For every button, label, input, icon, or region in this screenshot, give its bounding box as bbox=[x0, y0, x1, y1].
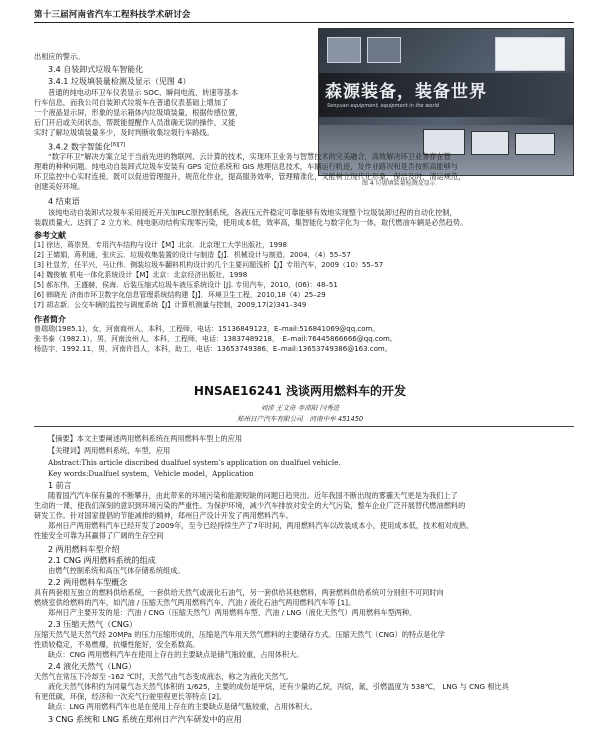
section-2-2-line-2: 燃烧室供给燃料的汽车，如汽油 / 压缩天然气两用燃料汽车、汽油 / 液化石油气两用燃料汽车等 [1]。 bbox=[34, 598, 356, 607]
running-header: 第十三届河南省汽车工程科技学术研讨会 bbox=[34, 10, 191, 20]
section-2-2-line-1: 具有两套相互独立的燃料供给系统，一套供给天然气或液化石油气，另一套供给其他燃料，两套燃料供给系统可分别但不可同时向 bbox=[34, 588, 444, 597]
references-title: 参考文献 bbox=[34, 231, 66, 240]
figure-display-panel bbox=[495, 37, 565, 71]
reference-6: [6] 韩晓光 济南市环卫数字化信息管理系统结构建【J】．环境卫生工程，2010,18（4）25–29 bbox=[34, 291, 326, 299]
abstract-cn: 【摘要】本文主要阐述两用燃料系统在两用燃料车型上的应用 bbox=[48, 434, 243, 443]
reference-7: [7] 胡志新．公交车辆的监控与调度系统【J】计算机测量与控制，2009,17(2)341–349 bbox=[34, 301, 307, 309]
section-3-4-1-line-5: 实时了解垃圾填装量多少，及时判断收集垃圾行车路线。 bbox=[34, 128, 214, 137]
section-1-line-1: 随着国汽汽车保有量的不断攀升，由此带来的环境污染和能源短缺的问题日趋突出。近年我国不断出现的雾霾天气更是为我们上了 bbox=[48, 491, 458, 500]
section-2-4-line-1: 天然气在常压下冷却至 -162 ℃时，天然气由气态变成液态，称之为液化天然气。 bbox=[34, 672, 293, 681]
section-4-line-2: 装载质量大、达到了 2 立方米。纯电驱动结构实现零污染，使用成本低，效率高，集智能化与数字化为一体，取代燃油车辆是必然趋势。 bbox=[34, 218, 468, 227]
section-3-4-2-title bbox=[48, 140, 125, 153]
section-2-1-line-1: 由燃气控制系统和高压气体存储系统组成。 bbox=[48, 566, 185, 575]
section-3-title: 3 CNG 系统和 LNG 系统在郑州日产汽车研发中的应用 bbox=[48, 715, 242, 724]
section-2-1-title: 2.1 CNG 两用燃料系统的组成 bbox=[48, 556, 156, 565]
section-2-3-line-2: 性质较稳定，不易燃爆，抗爆性能好，安全系数高。 bbox=[34, 640, 200, 649]
section-3-4-1-title: 3.4.1 垃圾填装量检测及显示（见图 4） bbox=[48, 77, 191, 86]
section-3-4-2-line-4: 创建美好环境。 bbox=[34, 182, 85, 191]
paper-title: HNSAE16241 浅谈两用燃料车的开发 bbox=[193, 384, 407, 398]
abstract-en: Abstract:This article discribed dualfuel system’s application on dualfuel vehicle. bbox=[48, 458, 341, 467]
reference-5: [5] 郝东伟，王盛赫，侯海．后装压缩式垃圾车液压系统设计 [J]. 专用汽车，2010，(06)：48–51 bbox=[34, 281, 338, 289]
figure-slogan: 森源装备，装备世界 bbox=[325, 82, 487, 102]
keywords-cn: 【关键词】两用燃料系统，车型，应用 bbox=[48, 446, 171, 455]
section-1-line-3: 研发工作。针对国家提倡的节能减排的精神，郑州日产设计开发了两用燃料汽车。 bbox=[34, 511, 293, 520]
section-2-4-line-2: 液化天然气体积约为同量气态天然气体积的 1/625，主要的成份是甲烷，还有少量的乙烷，丙烷，氮，引燃温度为 538℃， LNG 与 CNG 相比具 bbox=[48, 682, 509, 691]
author-info-title: 作者简介 bbox=[34, 315, 66, 324]
section-1-title: 1 前言 bbox=[48, 481, 72, 490]
section-3-4-2-title-text: 3.4.2 数字智能化 bbox=[48, 142, 111, 152]
section-2-3-title: 2.3 压缩天然气（CNG） bbox=[48, 620, 138, 629]
figure-thumbnail-1 bbox=[327, 37, 361, 63]
author-info-1: 曾瑞瑞(1985.1)，女，河南商州人，本科，工程师，电话：15136849123，E–mail:516841069@qq.com。 bbox=[34, 325, 380, 333]
section-2-4-line-3: 有更低碳，环保，经济和一次充气行驶里程更长等特点 [2]。 bbox=[34, 692, 227, 701]
section-2-3-line-1: 压缩天然气是天然气经 20MPa 的压力压缩形成的，压缩是汽车用天然气燃料的主要储存方式。压缩天然气（CNG）的特点是化学 bbox=[34, 630, 445, 639]
section-1-line-4: 郑州日产两用燃料汽车已经开发了2009年，至今已经持续生产了7年时间，两用燃料汽车以改装成本小，使用成本低，技术相对成熟、 bbox=[48, 521, 474, 530]
section-2-4-title: 2.4 液化天然气（LNG） bbox=[48, 662, 136, 671]
section-3-4-1-line-2: 行车信息，而我公司自装卸式垃圾车在普通仪表基础上增加了 bbox=[34, 98, 229, 107]
section-2-title: 2 两用燃料车型介绍 bbox=[48, 545, 120, 554]
title-rule bbox=[34, 426, 574, 427]
section-3-4-2-citation: [6][7] bbox=[110, 142, 126, 148]
header-rule bbox=[34, 22, 574, 23]
figure-subtitle: Senyuan equipment, equipment in the world bbox=[327, 103, 439, 109]
section-3-4-1-line-4: 后门开启或关闭状态，帮既能提醒作人员准确无误的操作，又能 bbox=[34, 118, 236, 127]
section-3-4-2-line-1: “数字环卫”解决方案立足于当前先进的物联网、云计算的技术，实现环卫业务与智慧技术的完美融合，高效解决环卫业务存在管 bbox=[48, 152, 451, 161]
section-2-2-line-3: 郑州日产主要开发的是：汽油 / CNG（压缩天然气）两用燃料车型、汽油 / LNG（液化天然气）两用燃料车型两种。 bbox=[48, 608, 417, 617]
section-3-4-2-line-2: 理难的种种问题。纯电动自装卸式垃圾车安装有 GPS 定位系统和 GIS 地理信息技术，车辆运行轨迹，及作业路况和是否按照高能够与 bbox=[34, 162, 458, 171]
section-1-line-5: 性能安全可靠为其赢得了广阔的生存空间 bbox=[34, 531, 164, 540]
section-3-4-1-line-3: 一个液晶显示屏，形象的显示箱体内垃圾填装量，根据传感位置， bbox=[34, 108, 243, 117]
section-2-2-title: 2.2 两用燃料车型概念 bbox=[48, 578, 128, 587]
section-3-4-2-line-3: 环卫监控中心实时连接。既可以促进管理提升，规范化作业，提高服务效率，管理精准化，又能树立现代化形象，保洁及时，清运规范， bbox=[34, 172, 466, 181]
paper-authors: 刘沛 王文奇 李沛阳 闫秀进 bbox=[260, 404, 340, 412]
reference-1: [1] 徐达，蒋崇贤．专用汽车结构与设计【M】北京．北京理工大学出版社，1998 bbox=[34, 241, 287, 249]
reference-4: [4] 魏俊敏 机电一体化系统设计【M】北京：北京经济出版社，1998 bbox=[34, 271, 248, 279]
author-info-2: 张书泰（1982.1），男，河南汝州人，本科，工程师，电话：13837489218， E–mail:76445866666@qq.com。 bbox=[34, 335, 397, 343]
paper-affiliation: 郑州日产汽车有限公司 河南中牟 451450 bbox=[236, 415, 364, 423]
author-info-3: 杨浩宇，1992.11，男，河南许昌人，本科，助工，电话：13653749386，E–mail:13653749386@163.com。 bbox=[34, 345, 392, 353]
section-2-4-line-4: 缺点：LNG 两用燃料汽车也是在使用上存在的主要缺点是储气瓶较重，占用体积大。 bbox=[48, 702, 317, 711]
reference-3: [3] 杜显芳，任平兴，马让伟．侧装垃圾车翻料机构设计的几个主要问题浅析【J】专用汽车，2009（10）55–57 bbox=[34, 261, 384, 269]
figure-thumbnail-2 bbox=[367, 37, 401, 63]
continuation-text: 出相应的警示。 bbox=[34, 52, 85, 61]
section-4-title: 4 结束语 bbox=[48, 197, 80, 206]
section-4-line-1: 该纯电动自装卸式垃圾车采用接近开关加PLC原控制系统，各液压元件稳定可靠能够有效地实现整个垃圾装卸过程的自动化控制， bbox=[48, 208, 457, 217]
reference-2: [2] 王婧娟，蒋利通，张庆云．垃圾收集装置的设计与制造【J】．机械设计与制造，2004，（4）55–57 bbox=[34, 251, 351, 259]
section-1-line-2: 生动的一课，使我们深刻的意识到环境污染的严重性。为保护环境，减少汽车排放对安全的大气污染，整车企业广泛开展替代燃油燃料的 bbox=[34, 501, 466, 510]
section-3-4-title: 3.4 自装卸式垃圾车智能化 bbox=[48, 65, 144, 74]
keywords-en: Key words:Dualfuel system，Vehicle model，Application bbox=[48, 469, 254, 478]
figure-4-caption: 图 4 垃圾填装量检测及显示 bbox=[362, 180, 436, 187]
section-2-3-line-3: 缺点：CNG 两用燃料汽车在使用上存在的主要缺点是储气瓶较重，占用体积大。 bbox=[48, 650, 304, 659]
section-3-4-1-line-1: 普通的纯电动环卫车仪表显示 SOC、瞬间电流、转速等基本 bbox=[48, 88, 239, 97]
